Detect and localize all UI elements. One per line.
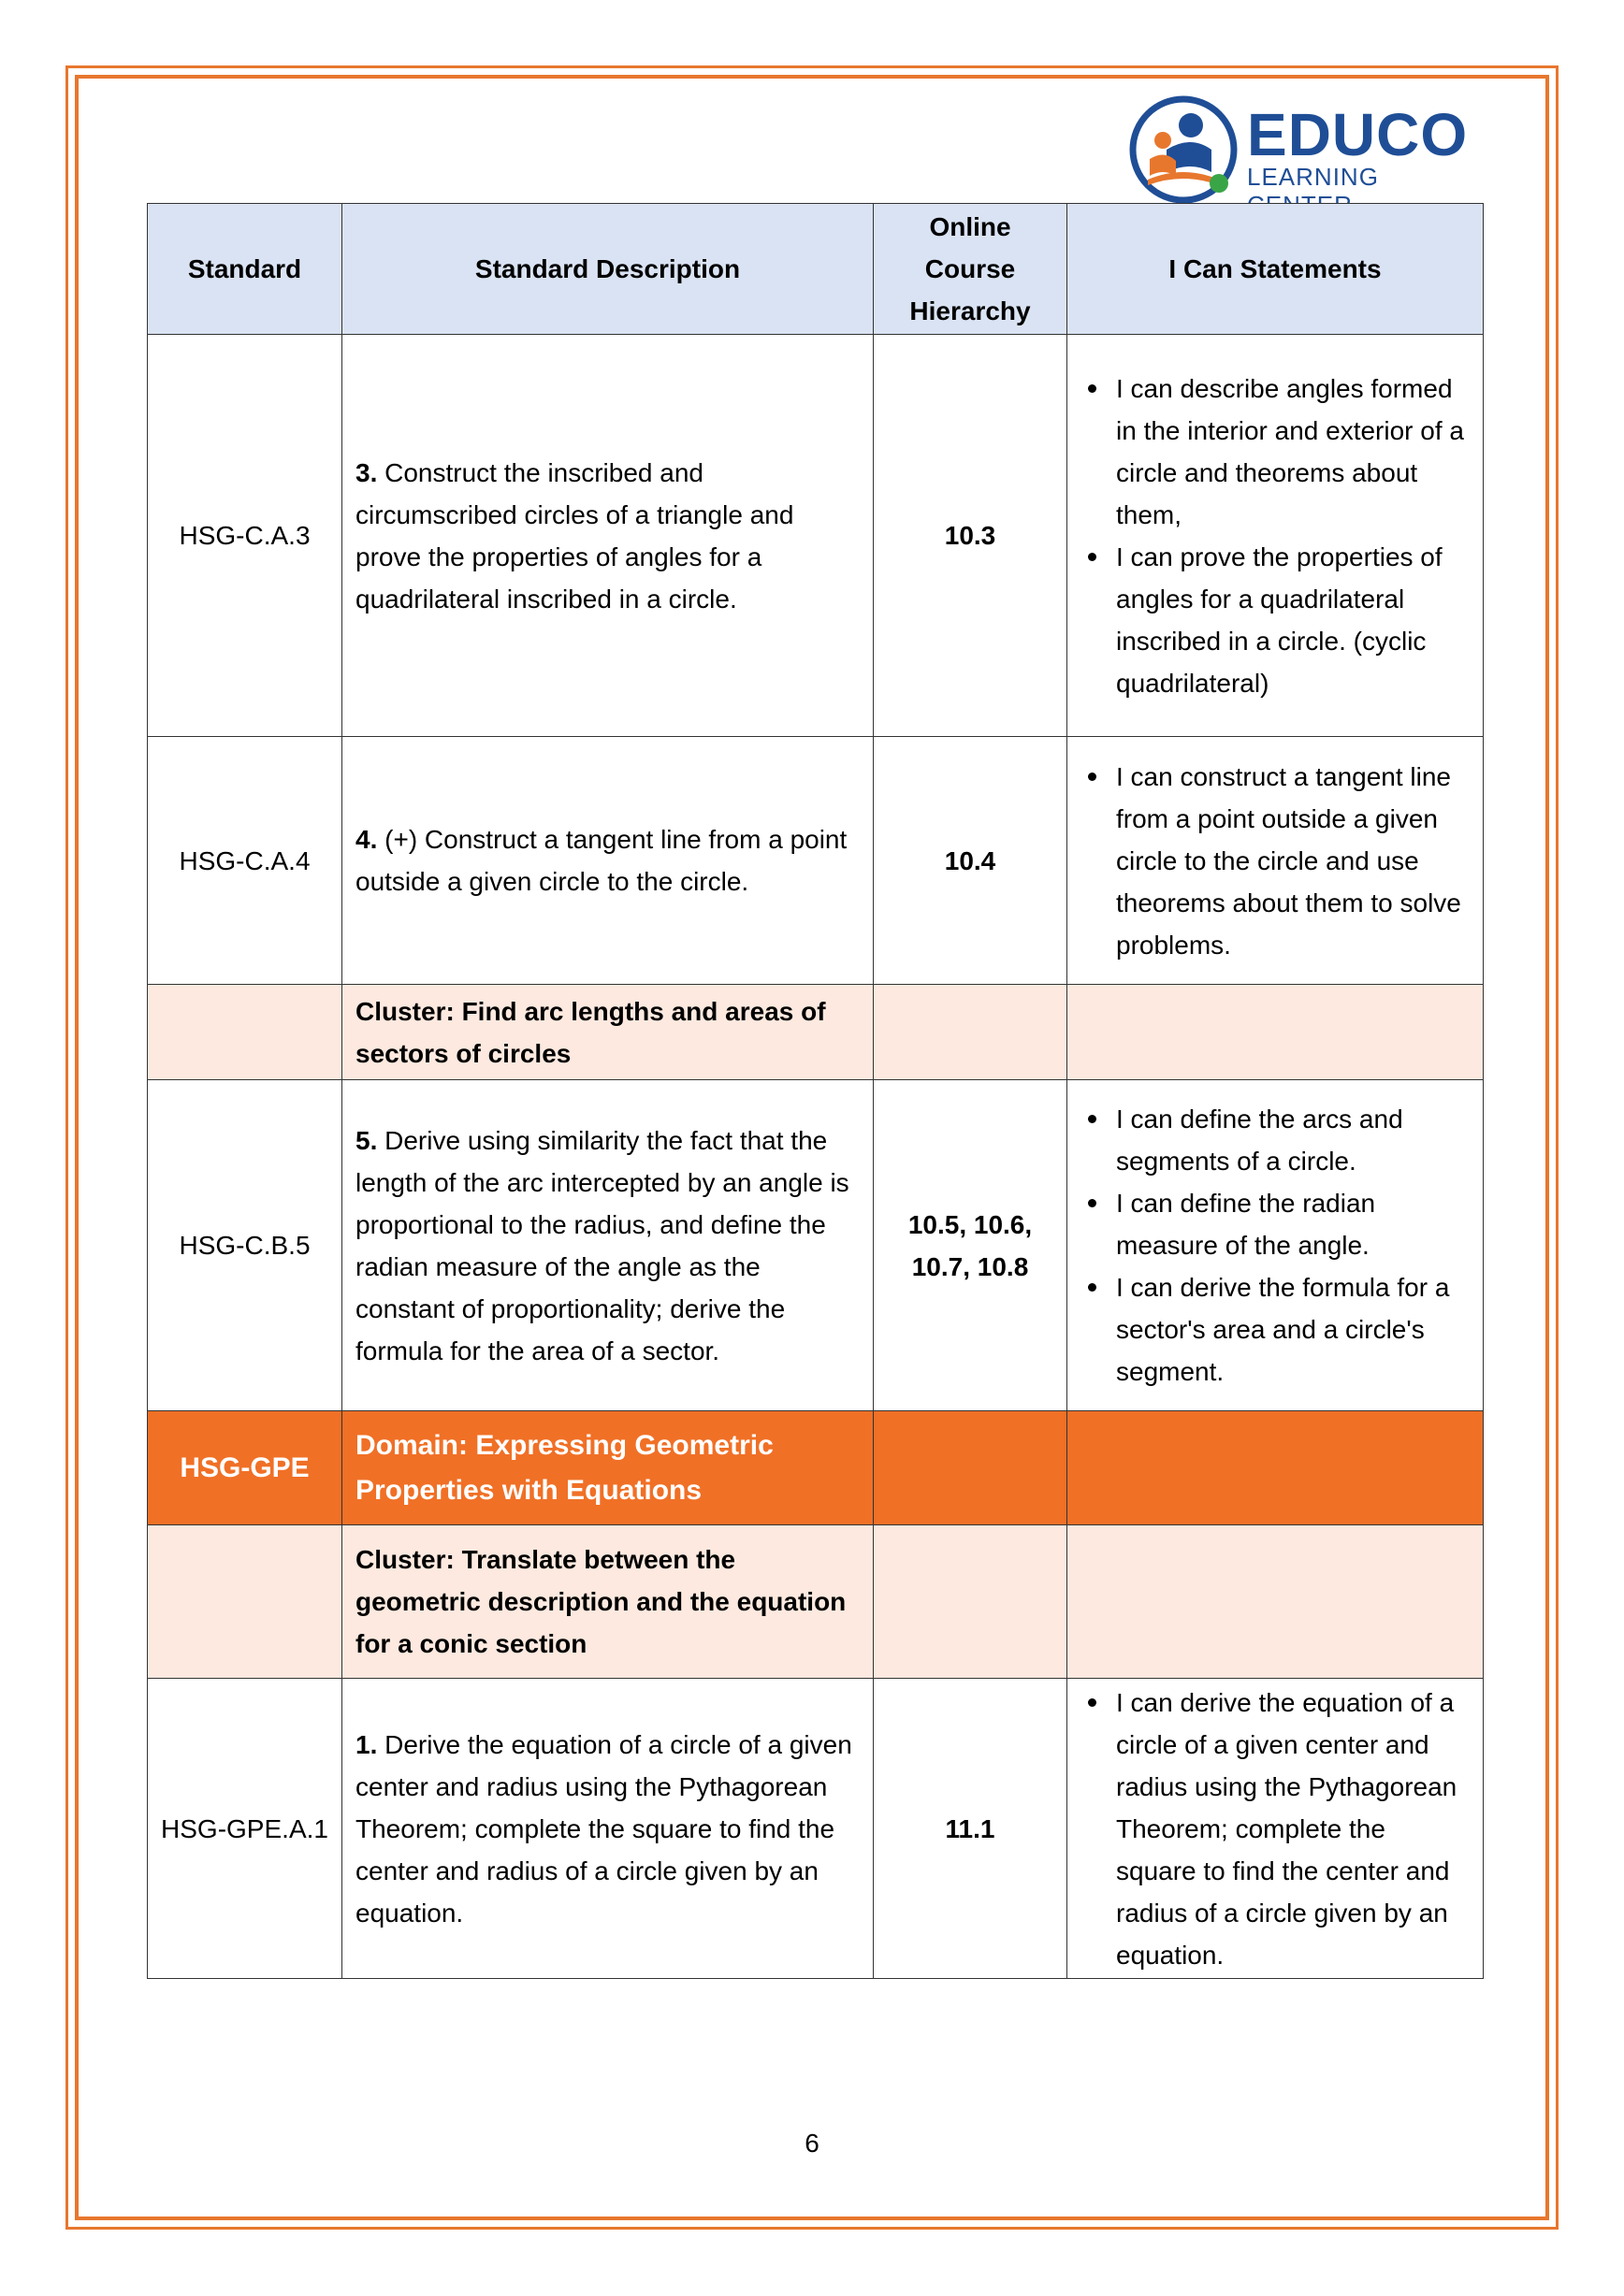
description-number: 3. [355,457,378,487]
standard-description [342,1679,874,1979]
standard-description [342,335,874,737]
domain-title: Domain: Expressing Geometric Properties with Equations [342,1411,874,1525]
ican-item: I can derive the formula for a sector's area and a circle's segment. [1080,1266,1470,1393]
ican-item: I can define the arcs and segments of a circle. [1080,1098,1470,1182]
table-row [148,335,1484,737]
educo-logo [1127,94,1483,206]
description-text: Derive using similarity the fact that the length of the arc intercepted by an angle is proportional to the radius, and define the radian measure of the angle as the constant of proportionality; derive the formula for the area of a sector. [355,1125,849,1365]
course-hierarchy: 10.3 [874,335,1067,737]
cluster-empty-cell [1067,1525,1484,1679]
standard-description [342,737,874,985]
ican-statements [1067,737,1484,985]
header-hierarchy: Online Course Hierarchy [874,204,1067,335]
standard-code: HSG-C.B.5 [148,1080,342,1411]
logo-subtitle: LEARNING [1247,163,1379,191]
logo-emblem-icon [1127,94,1244,206]
description-text: Derive the equation of a circle of a given center and radius using the Pythagorean Theorem; complete the square to find the center and radius of a circle given by an equation. [355,1729,852,1928]
header-description: Standard Description [342,204,874,335]
header-standard: Standard [148,204,342,335]
cluster-empty-cell [874,1525,1067,1679]
description-number: 4. [355,825,378,854]
ican-item: I can derive the equation of a circle of a given center and radius using the Pythagorean Theorem; complete the square to find the center and radius of a circle given by an equation. [1080,1682,1470,1976]
description-number: 5. [355,1125,378,1155]
page-number: 6 [805,2129,819,2158]
standard-code: HSG-GPE.A.1 [148,1679,342,1979]
table-header-row [148,204,1484,335]
table-row [148,737,1484,985]
table-row [148,1679,1484,1979]
standard-description [342,1080,874,1411]
description-number: 1. [355,1729,378,1759]
standards-table [147,203,1484,1979]
cluster-row [148,1525,1484,1679]
domain-code: HSG-GPE [148,1411,342,1525]
ican-item: I can construct a tangent line from a point outside a given circle to the circle and use theorems about them to solve problems. [1080,756,1470,966]
ican-item: I can define the radian measure of the angle. [1080,1182,1470,1266]
cluster-empty-cell [148,1525,342,1679]
header-ican: I Can Statements [1067,204,1484,335]
cluster-row [148,985,1484,1080]
cluster-empty-cell [148,985,342,1080]
course-hierarchy: 10.5, 10.6, 10.7, 10.8 [874,1080,1067,1411]
standard-code: HSG-C.A.3 [148,335,342,737]
domain-empty-cell [874,1411,1067,1525]
domain-empty-cell [1067,1411,1484,1525]
description-text: (+) Construct a tangent line from a point outside a given circle to the circle. [355,825,848,896]
ican-statements [1067,1679,1484,1979]
logo-title: EDUCO [1247,101,1469,168]
cluster-empty-cell [874,985,1067,1080]
cluster-empty-cell [1067,985,1484,1080]
cluster-title: Cluster: Find arc lengths and areas of sectors of circles [342,985,874,1080]
standard-code: HSG-C.A.4 [148,737,342,985]
ican-item: I can describe angles formed in the interior and exterior of a circle and theorems about them, [1080,368,1470,536]
table-row [148,1080,1484,1411]
ican-statements [1067,335,1484,737]
course-hierarchy: 11.1 [874,1679,1067,1979]
domain-row [148,1411,1484,1525]
ican-statements [1067,1080,1484,1411]
ican-item: I can prove the properties of angles for a quadrilateral inscribed in a circle. (cyclic quadrilateral) [1080,536,1470,704]
course-hierarchy: 10.4 [874,737,1067,985]
cluster-title: Cluster: Translate between the geometric description and the equation for a conic section [342,1525,874,1679]
description-text: Construct the inscribed and circumscribed circles of a triangle and prove the properties of angles for a quadrilateral inscribed in a circle. [355,457,794,614]
